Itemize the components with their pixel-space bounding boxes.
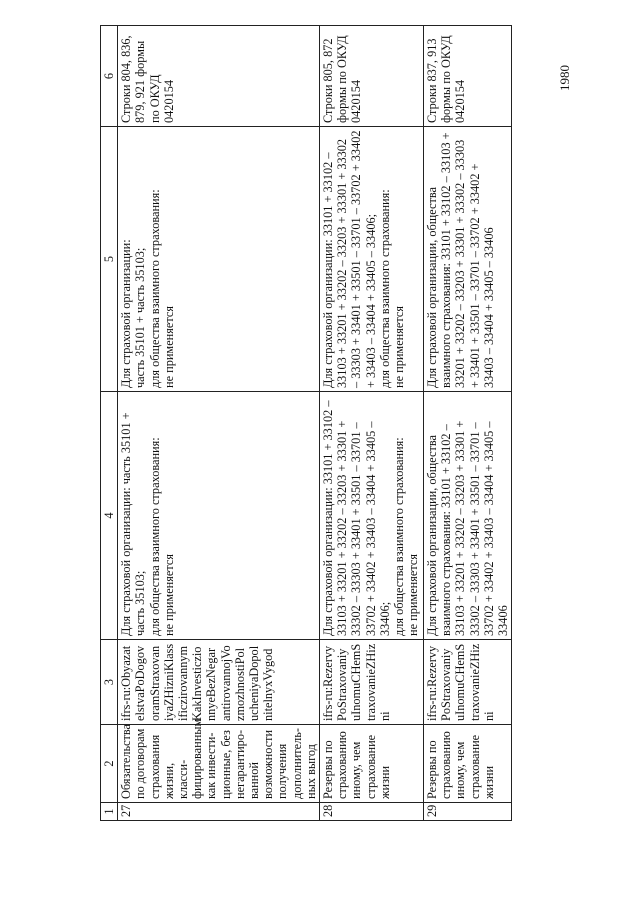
- table-row: [118, 26, 320, 821]
- column-header: 6: [101, 26, 118, 127]
- formula-cell: Для страховой организации: 33101 + 33102 – 33103 + 33201 + 33202 – 33203 + 33301 + 33302 – 33303 + 33401 + 33501 – 33701 – 33702 + 33402 + 33403 – 33404 + 33405 – 33406; для общества взаимного страхования: не применяется: [320, 127, 424, 392]
- formula-cell: Для страховой организации, общества взаимного страхования: 33101 + 33102 – 33103 + 33201 + 33202 – 33203 + 33301 + 33302 – 33303 + 33401 + 33501 – 33701 – 33702 + 33402 + 33403 – 33404 + 33405 – 33406: [424, 127, 512, 392]
- formula-cell: Для страховой организации: часть 35101 + часть 35103; для общества взаимного страхования: не применяется: [118, 392, 320, 640]
- row-number: 29: [424, 803, 512, 821]
- column-header: 4: [101, 392, 118, 640]
- xbrl-code: ifrs-ru:RezervyPoStraxovaniyuInomuCHemStraxovanieZHizni: [320, 640, 424, 725]
- indicator-name: Обязательства по договорам страхования жизни, класси-фицированным как инвести-ционные, без негарантиро-ванной возможности получения дополнитель-ных выгод: [118, 725, 320, 803]
- formula-cell: Для страховой организации: 33101 + 33102 – 33103 + 33201 + 33202 – 33203 + 33301 + 33302 – 33303 + 33401 + 33501 – 33701 – 33702 + 33402 + 33403 – 33404 + 33405 – 33406; для общества взаимного страхования: не применяется: [320, 392, 424, 640]
- xbrl-code: ifrs-ru:RezervyPoStraxovaniyuInomuCHemStraxovanieZHizni: [424, 640, 512, 725]
- indicator-name: Резервы по страхованию иному, чем страхование жизни: [424, 725, 512, 803]
- formula-cell: Для страховой организации: часть 35101 + часть 35103; для общества взаимного страхования: не применяется: [118, 127, 320, 392]
- form-reference: Строки 805, 872 формы по ОКУД 0420154: [320, 26, 424, 127]
- accounts-mapping-table: [100, 25, 512, 821]
- xbrl-code: ifrs-ru:ObyazatelstvaPoDogovoramStraxovaniyaZHizniKlassificzirovannymKakInvesticzionnyeBezNegarantirovannojVozmozhnostiPolucheniyaDopolnitelnyxVygod: [118, 640, 320, 725]
- column-header: 2: [101, 725, 118, 803]
- column-header: 5: [101, 127, 118, 392]
- rotated-page-content: [100, 26, 511, 821]
- table-row: [320, 26, 424, 821]
- column-header: 3: [101, 640, 118, 725]
- form-reference: Строки 804, 836, 879, 921 формы по ОКУД 0420154: [118, 26, 320, 127]
- page-number: 1980: [557, 65, 572, 91]
- formula-cell: Для страховой организации, общества взаимного страхования: 33101 + 33102 – 33103 + 33201 + 33202 – 33203 + 33301 + 33302 – 33303 + 33401 + 33501 – 33701 – 33702 + 33402 + 33403 – 33404 + 33405 – 33406: [424, 392, 512, 640]
- form-reference: Строки 837, 913 формы по ОКУД 0420154: [424, 26, 512, 127]
- indicator-name: Резервы по страхованию иному, чем страхование жизни: [320, 725, 424, 803]
- table-row: [424, 26, 512, 821]
- column-header: 1: [101, 803, 118, 821]
- row-number: 27: [118, 803, 320, 821]
- row-number: 28: [320, 803, 424, 821]
- header-row: [101, 26, 118, 821]
